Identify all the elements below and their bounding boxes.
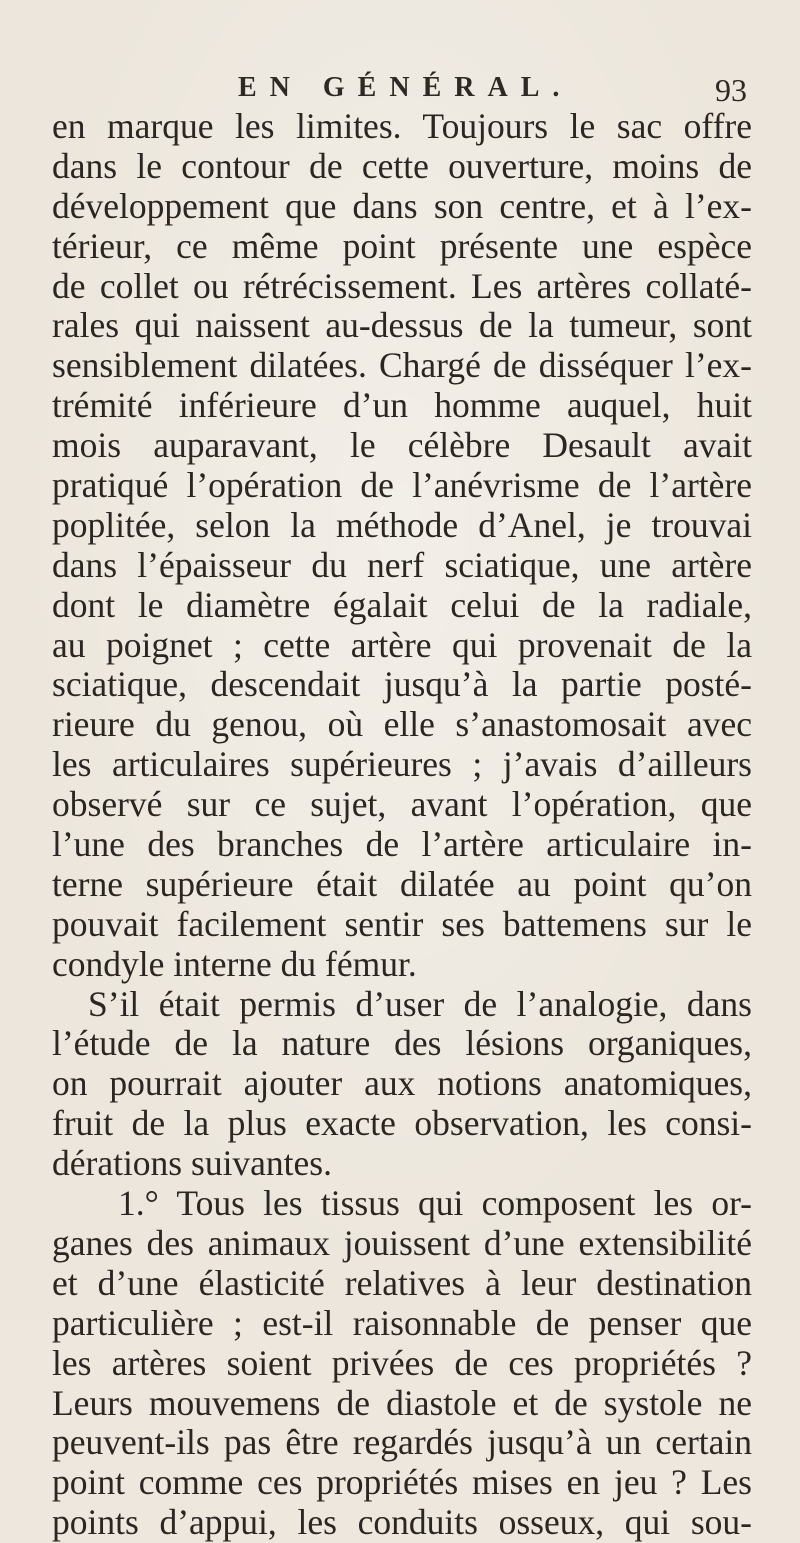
text-line: particulière ; est-il raisonnable de penser que (52, 1302, 752, 1343)
page-number: 93 (715, 72, 747, 108)
text-line: mois auparavant, le célèbre Desault avait (52, 425, 752, 466)
text-line: ganes des animaux jouissent d’une extensibilité (52, 1222, 752, 1263)
text-line: on pourrait ajouter aux notions anatomiques, (52, 1063, 752, 1104)
text-line: les artères soient privées de ces propriétés ? (52, 1342, 752, 1383)
text-line: terne supérieure était dilatée au point qu’on (52, 863, 752, 904)
text-line: et d’une élasticité relatives à leur destination (52, 1262, 752, 1303)
text-line: poplitée, selon la méthode d’Anel, je trouvai (52, 504, 752, 545)
text-line: rales qui naissent au-dessus de la tumeur, sont (52, 305, 752, 346)
text-line: dans l’épaisseur du nerf sciatique, une artère (52, 544, 752, 585)
body-text (52, 107, 752, 1543)
text-line: trémité inférieure d’un homme auquel, huit (52, 385, 752, 426)
text-line: dérations suivantes. (52, 1143, 332, 1184)
text-line: térieur, ce même point présente une espèce (52, 225, 752, 266)
text-line: pouvait facilement sentir ses battemens sur le (52, 903, 752, 944)
text-line: dont le diamètre égalait celui de la radiale, (52, 584, 752, 625)
text-line: fruit de la plus exacte observation, les consi- (52, 1103, 752, 1144)
text-line: de collet ou rétrécissement. Les artères collaté- (52, 265, 752, 306)
text-line: sciatique, descendait jusqu’à la partie posté- (52, 664, 752, 705)
text-line: les articulaires supérieures ; j’avais d’ailleurs (52, 744, 752, 785)
text-line: points d’appui, les conduits osseux, qui sou- (52, 1502, 752, 1543)
text-line: condyle interne du fémur. (52, 943, 417, 984)
text-line: observé sur ce sujet, avant l’opération, que (52, 784, 752, 825)
text-line: dans le contour de cette ouverture, moins de (52, 145, 752, 186)
text-line: au poignet ; cette artère qui provenait de la (52, 624, 752, 665)
text-line: développement que dans son centre, et à l’ex- (52, 185, 752, 226)
text-line: pratiqué l’opération de l’anévrisme de l’artère (52, 465, 752, 506)
text-line: l’une des branches de l’artère articulaire in- (52, 824, 752, 865)
paragraph-start-line: S’il était permis d’user de l’analogie, dans (88, 983, 752, 1024)
running-head: EN GÉNÉRAL. (238, 72, 573, 103)
paragraph-start-line: 1.° Tous les tissus qui composent les or- (118, 1183, 752, 1224)
text-line: Leurs mouvemens de diastole et de systole ne (52, 1382, 752, 1423)
text-line: rieure du genou, où elle s’anastomosait avec (52, 704, 752, 745)
text-line: l’étude de la nature des lésions organiques, (52, 1023, 752, 1064)
text-line: point comme ces propriétés mises en jeu ? Les (52, 1462, 752, 1503)
text-line: peuvent-ils pas être regardés jusqu’à un certain (52, 1422, 752, 1463)
text-line: en marque les limites. Toujours le sac offre (52, 106, 752, 146)
text-line: sensiblement dilatées. Chargé de disséquer l’ex- (52, 345, 752, 386)
